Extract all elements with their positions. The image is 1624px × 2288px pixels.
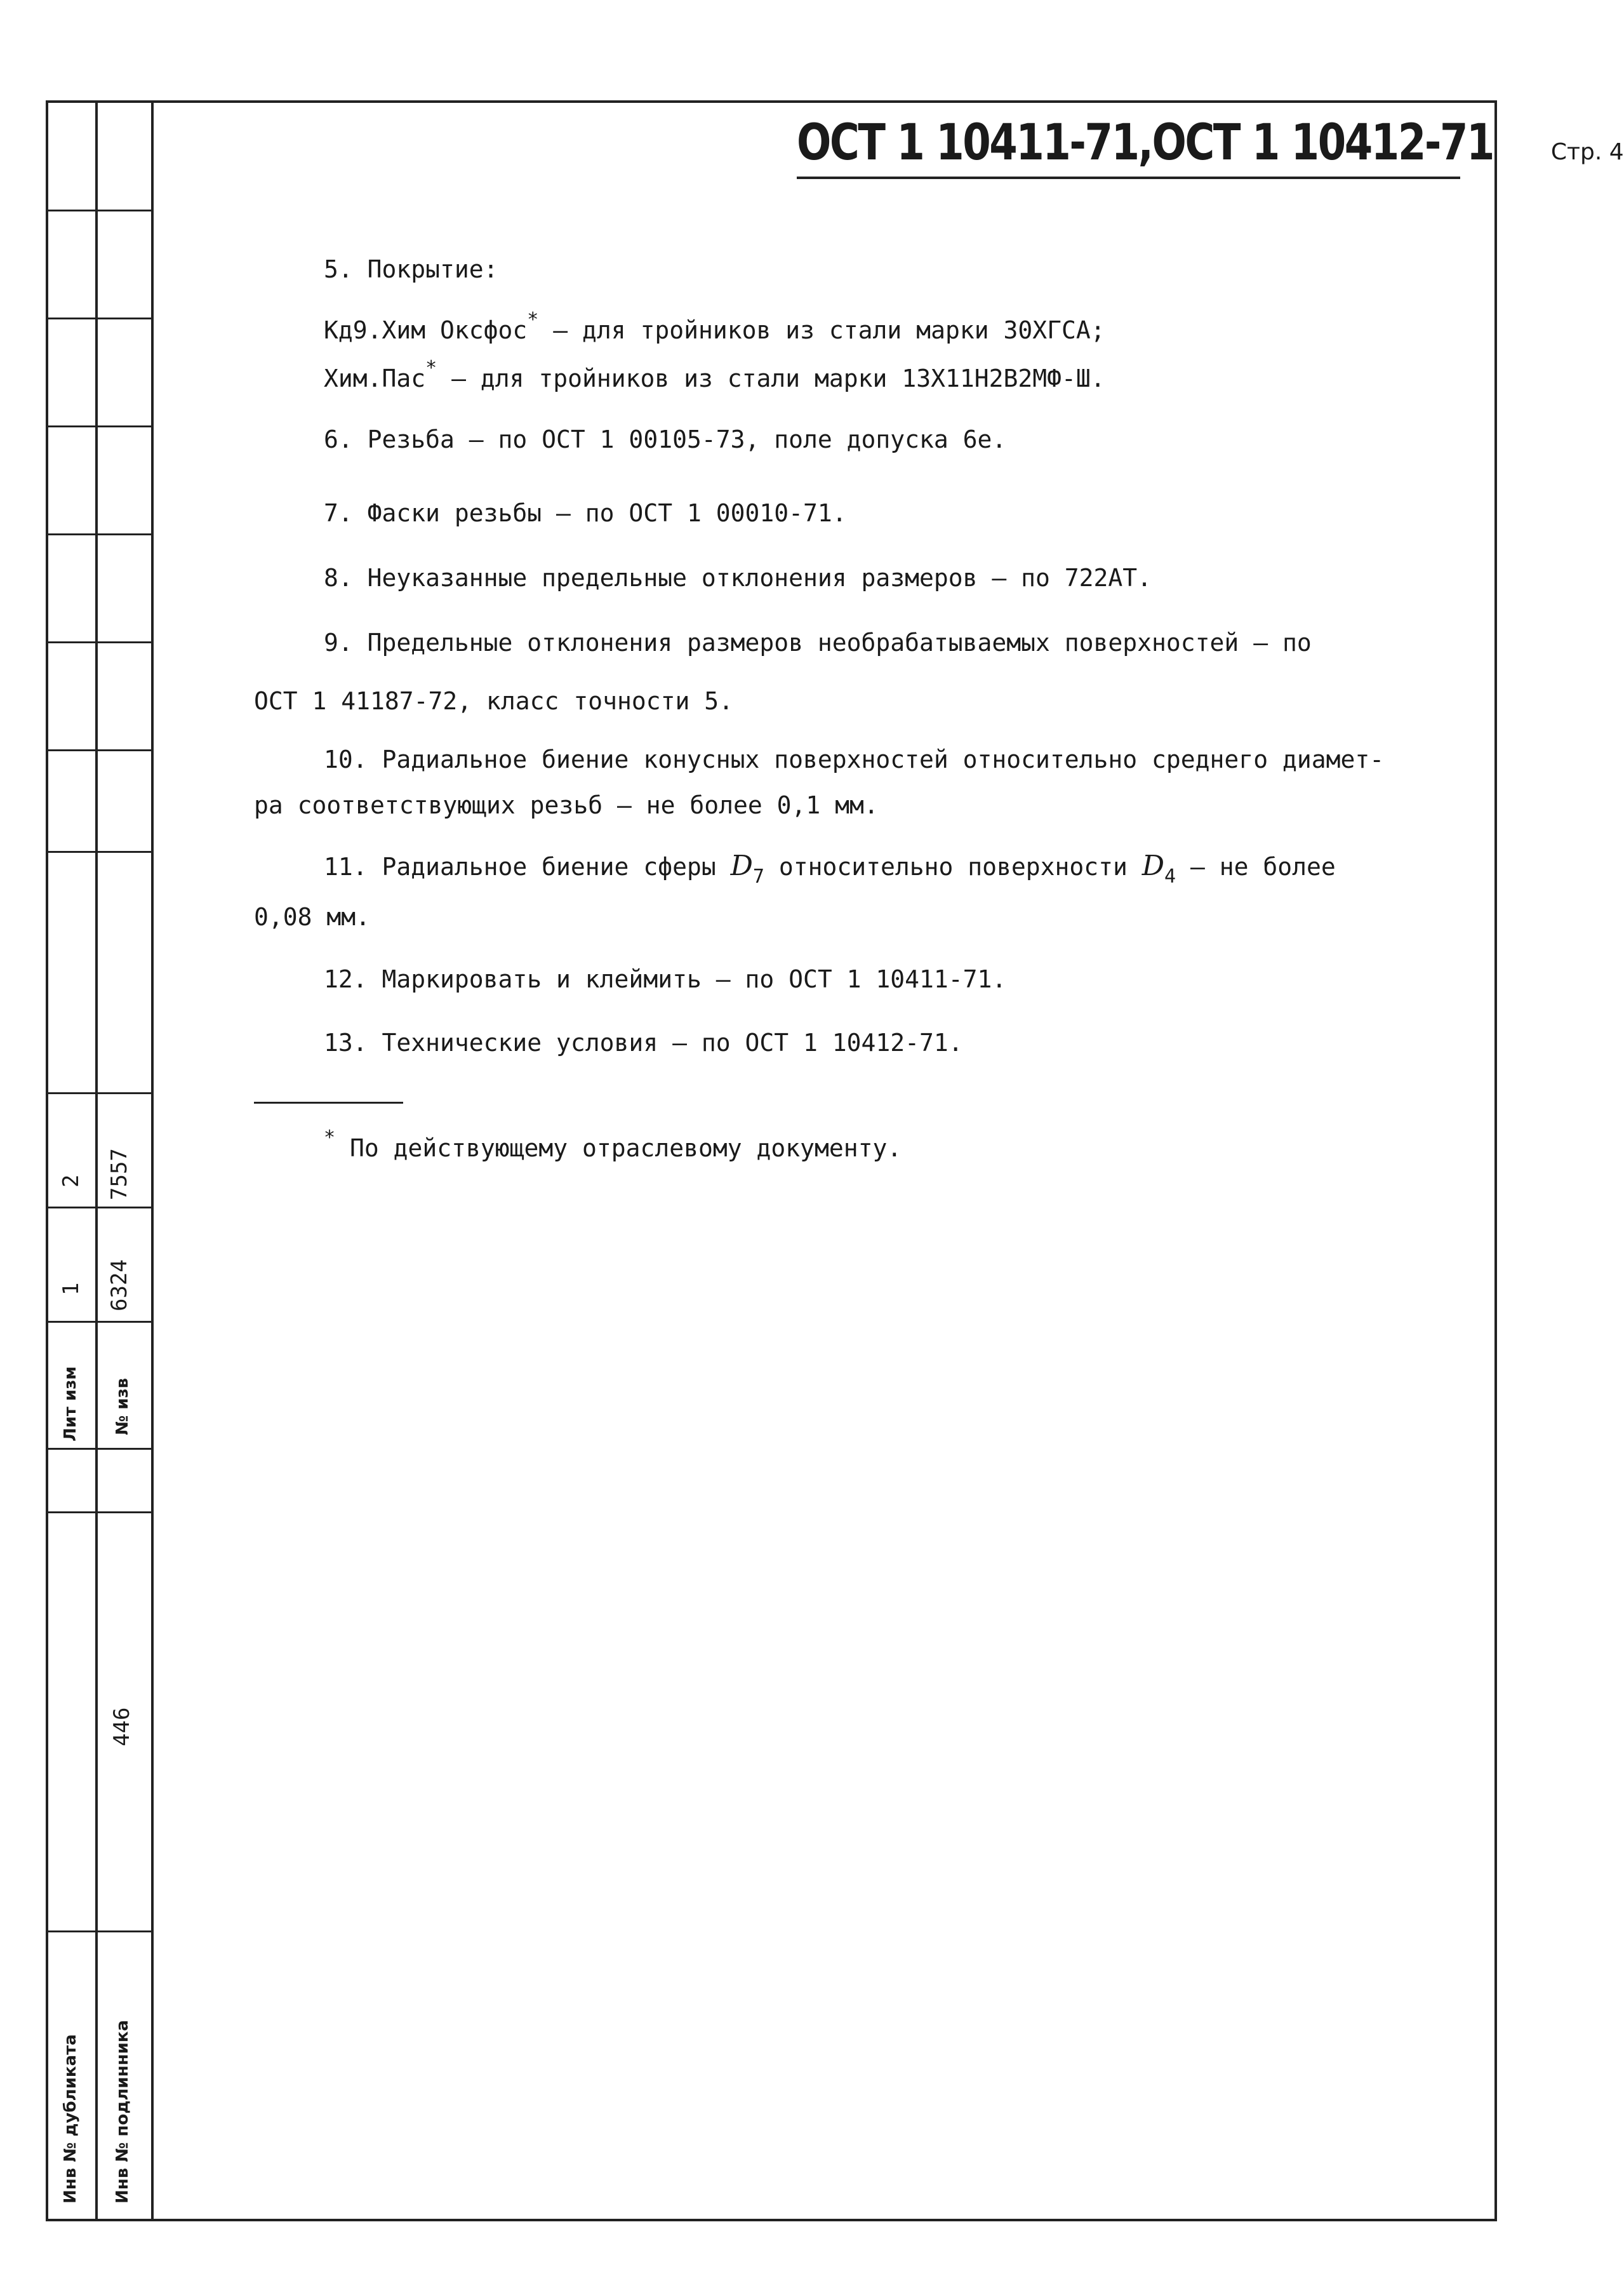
- margin-divider: [46, 210, 154, 211]
- item-13: 13. Технические условия – по ОСТ 1 10412-71.: [324, 1029, 963, 1057]
- footnote-text: По действующему отраслевому документу.: [335, 1134, 902, 1162]
- page-label: [1551, 139, 1624, 165]
- margin-divider: [46, 1207, 154, 1208]
- footnote: [324, 1123, 902, 1163]
- margin-divider: [46, 1321, 154, 1323]
- page-number: 4: [1609, 139, 1624, 165]
- item-7: 7. Фаски резьбы – по ОСТ 1 00010-71.: [324, 499, 847, 527]
- margin-inv-podl-label: Инв № подлинника: [113, 2020, 132, 2204]
- item-5-line-2: Хим.Пас* – для тройников из стали марки 13Х11Н2В2МФ-Ш.: [324, 357, 1105, 392]
- margin-divider: [46, 641, 154, 643]
- footnote-mark: *: [425, 357, 437, 379]
- margin-divider: [46, 1511, 154, 1513]
- margin-divider: [46, 425, 154, 427]
- item-6: 6. Резьба – по ОСТ 1 00105-73, поле допуска 6е.: [324, 425, 1007, 453]
- margin-column-outer: [46, 100, 99, 2221]
- item-12: 12. Маркировать и клеймить – по ОСТ 1 10411-71.: [324, 965, 1007, 993]
- item-10-line-2: ра соответствующих резьб – не более 0,1 мм.: [254, 791, 879, 819]
- document-code: ОСТ 1 10411-71,ОСТ 1 10412-71: [797, 114, 1494, 171]
- symbol-d4: D: [1141, 850, 1165, 882]
- margin-divider: [46, 1448, 154, 1450]
- margin-divider: [46, 851, 154, 853]
- margin-inv-podl-value: 446: [109, 1707, 135, 1746]
- item-5-title: 5. Покрытие:: [324, 255, 498, 283]
- margin-divider: [46, 1092, 154, 1094]
- item-9-line-2: ОСТ 1 41187-72, класс точности 5.: [254, 687, 733, 715]
- margin-divider: [46, 749, 154, 751]
- margin-divider: [46, 318, 154, 319]
- footnote-star: *: [324, 1127, 336, 1149]
- margin-lit-izm-label: Лит изм: [61, 1366, 80, 1442]
- margin-divider: [46, 1930, 154, 1932]
- footnote-rule: [254, 1102, 403, 1104]
- item-9-line-1: 9. Предельные отклонения размеров необрабатываемых поверхностей – по: [324, 629, 1312, 657]
- margin-no-izv-label: № изв: [113, 1377, 132, 1435]
- footnote-mark: *: [527, 309, 539, 331]
- item-5-line-1: Кд9.Хим Оксфос* – для тройников из стали марки 30ХГСА;: [324, 309, 1105, 344]
- document-header: [797, 114, 1624, 179]
- margin-lit-2: 2: [58, 1174, 84, 1187]
- item-8: 8. Неуказанные предельные отклонения размеров – по 722АТ.: [324, 564, 1152, 592]
- margin-inv-dubl-label: Инв № дубликата: [61, 2034, 80, 2204]
- item-10-line-1: 10. Радиальное биение конусных поверхностей относительно среднего диамет-: [324, 746, 1385, 773]
- margin-izv-6324: 6324: [107, 1259, 132, 1311]
- item-11-line-1: 11. Радиальное биение сферы $D_7$ относительно поверхности $D_4$ – не более: [324, 850, 1336, 888]
- symbol-d7: D: [730, 850, 753, 882]
- item-11-line-2: 0,08 мм.: [254, 903, 371, 931]
- margin-lit-1: 1: [58, 1282, 84, 1295]
- page-label-text: Стр.: [1550, 139, 1602, 165]
- margin-izv-7557: 7557: [107, 1148, 132, 1200]
- margin-divider: [46, 533, 154, 535]
